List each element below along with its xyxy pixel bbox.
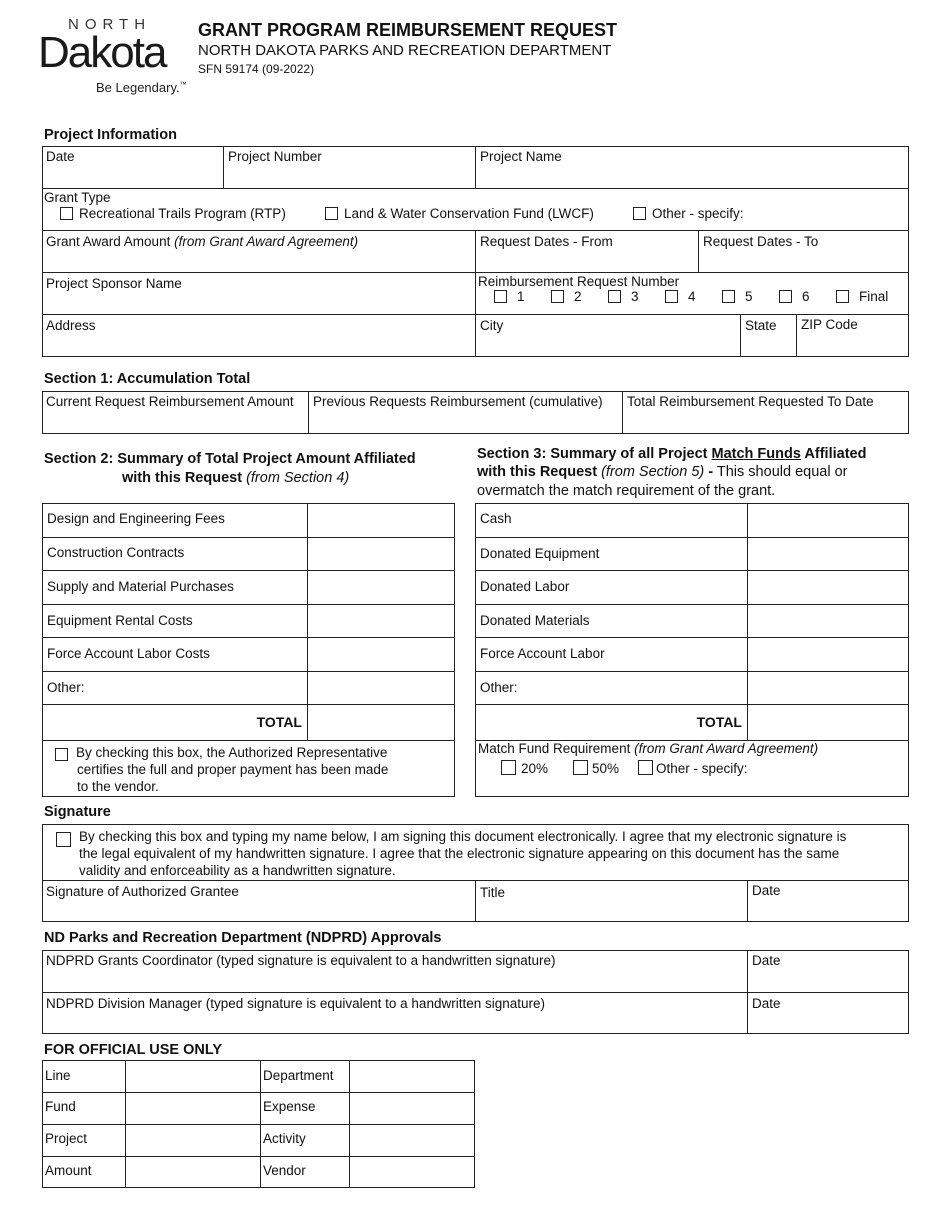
match-option-50[interactable]: 50%: [573, 760, 619, 776]
official-fund-field[interactable]: [127, 1093, 259, 1123]
city-label: City: [480, 318, 504, 333]
official-amount-field[interactable]: [127, 1157, 259, 1187]
s2-row[interactable]: [43, 637, 454, 672]
s3-row-label: Other:: [480, 680, 518, 695]
coordinator-label: NDPRD Grants Coordinator (typed signature is equivalent to a handwritten signature): [46, 953, 556, 968]
sponsor-name-label: Project Sponsor Name: [46, 276, 182, 291]
s2-row-label: Supply and Material Purchases: [47, 579, 234, 594]
form-title: GRANT PROGRAM REIMBURSEMENT REQUEST: [198, 20, 618, 40]
previous-requests-field[interactable]: [308, 391, 623, 434]
grant-option-lwcf[interactable]: Land & Water Conservation Fund (LWCF): [325, 206, 594, 221]
match-option-20[interactable]: 20%: [501, 760, 548, 776]
logo-tagline: Be Legendary.™: [96, 80, 187, 95]
official-project-field[interactable]: [127, 1125, 259, 1155]
s2-row[interactable]: [43, 604, 454, 639]
certify-text-line1: By checking this box, the Authorized Representative: [76, 745, 388, 760]
section1-heading: Section 1: Accumulation Total: [44, 371, 251, 387]
reimbursement-number-row: [475, 272, 909, 315]
project-number-field[interactable]: [223, 146, 476, 189]
match-option-other[interactable]: Other - specify:: [638, 760, 748, 776]
official-fund-label: Fund: [45, 1099, 76, 1114]
city-field[interactable]: [475, 314, 741, 357]
s3-row-label: Donated Materials: [480, 613, 590, 628]
checkbox-icon[interactable]: [633, 207, 646, 220]
grant-award-amount-field[interactable]: [42, 230, 476, 273]
official-line-field[interactable]: [127, 1061, 259, 1091]
vendor-payment-certification: [43, 740, 454, 797]
official-expense-field[interactable]: [351, 1093, 473, 1123]
grantee-title-field[interactable]: [475, 880, 748, 922]
checkbox-icon[interactable]: [573, 760, 588, 775]
section1-table: [42, 391, 909, 434]
manager-date-label: Date: [752, 996, 781, 1011]
state-label: State: [745, 318, 777, 333]
grantee-date-label: Date: [752, 883, 781, 898]
reimb-option-final[interactable]: Final: [836, 289, 888, 304]
s3-row[interactable]: [476, 604, 908, 639]
project-name-field[interactable]: [475, 146, 909, 189]
certify-text-line2: certifies the full and proper payment has been made: [77, 762, 389, 777]
project-info-table: [42, 146, 909, 357]
signature-table: [42, 824, 909, 922]
grantee-title-label: Title: [480, 885, 506, 900]
checkbox-icon[interactable]: [501, 760, 516, 775]
request-dates-from-field[interactable]: [475, 230, 699, 273]
reimb-option-2[interactable]: 2: [551, 289, 582, 304]
s2-row-label: Construction Contracts: [47, 545, 185, 560]
s3-total-row[interactable]: [476, 704, 908, 742]
address-label: Address: [46, 318, 96, 333]
section3-heading-line2: with this Request (from Section 5) - This should equal or: [477, 464, 848, 480]
request-dates-to-label: Request Dates - To: [703, 234, 819, 249]
match-fund-requirement: [476, 740, 908, 797]
official-use-table: [42, 1060, 475, 1188]
checkbox-icon[interactable]: [638, 760, 653, 775]
zip-label: ZIP Code: [801, 317, 858, 332]
section2-table: [42, 503, 455, 797]
coordinator-date-field[interactable]: [747, 950, 909, 993]
s3-row-label: Cash: [480, 511, 512, 526]
reimb-option-1[interactable]: 1: [494, 289, 525, 304]
s3-total-label: TOTAL: [696, 714, 742, 730]
esign-statement-line3: validity and enforceability as a handwritten signature.: [79, 863, 396, 878]
s3-row[interactable]: [476, 570, 908, 605]
grant-type-row: [42, 188, 909, 231]
s2-row-label: Design and Engineering Fees: [47, 511, 225, 526]
s2-row-label: Force Account Labor Costs: [47, 646, 210, 661]
approvals-heading: ND Parks and Recreation Department (NDPRD) Approvals: [44, 930, 442, 946]
request-dates-from-label: Request Dates - From: [480, 234, 613, 249]
sponsor-name-field[interactable]: [42, 272, 476, 315]
s3-row[interactable]: [476, 671, 908, 706]
logo-north: NORTH: [68, 16, 152, 33]
official-amount-label: Amount: [45, 1163, 92, 1178]
state-field[interactable]: [740, 314, 797, 357]
s3-row[interactable]: [476, 504, 908, 538]
grant-award-amount-label: Grant Award Amount (from Grant Award Agreement): [46, 234, 359, 249]
checkbox-icon[interactable]: [494, 290, 507, 303]
nd-logo: [40, 16, 190, 100]
checkbox-icon[interactable]: [608, 290, 621, 303]
s2-row-label: Other:: [47, 680, 85, 695]
date-field[interactable]: [42, 146, 224, 189]
s2-row[interactable]: [43, 537, 454, 572]
grantee-signature-field[interactable]: [42, 880, 476, 922]
date-label: Date: [46, 149, 75, 164]
section3-heading-line1: Section 3: Summary of all Project Match Funds Affiliated: [477, 446, 867, 462]
zip-field[interactable]: [796, 314, 909, 357]
official-vendor-field[interactable]: [351, 1157, 473, 1187]
s2-row[interactable]: [43, 671, 454, 706]
current-request-amount-label: Current Request Reimbursement Amount: [46, 394, 294, 409]
official-vendor-label: Vendor: [263, 1163, 306, 1178]
official-use-heading: FOR OFFICIAL USE ONLY: [44, 1042, 223, 1058]
checkbox-icon[interactable]: [551, 290, 564, 303]
reimbursement-number-label: Reimbursement Request Number: [478, 274, 680, 289]
reimb-option-3[interactable]: 3: [608, 289, 639, 304]
s2-row[interactable]: [43, 570, 454, 605]
checkbox-icon[interactable]: [722, 290, 735, 303]
total-reimbursement-label: Total Reimbursement Requested To Date: [627, 394, 874, 409]
address-field[interactable]: [42, 314, 476, 357]
total-reimbursement-field[interactable]: [622, 391, 909, 434]
section3-heading-line3: overmatch the match requirement of the grant.: [477, 483, 776, 499]
s3-row[interactable]: [476, 637, 908, 672]
coordinator-signature-field[interactable]: [42, 950, 749, 993]
manager-label: NDPRD Division Manager (typed signature is equivalent to a handwritten signature): [46, 996, 545, 1011]
esign-statement-line2: the legal equivalent of my handwritten signature. I agree that the electronic signature appearing on this document has the same: [79, 846, 840, 861]
s2-row-label: Equipment Rental Costs: [47, 613, 193, 628]
manager-date-field[interactable]: [747, 992, 909, 1034]
reimb-option-6[interactable]: 6: [779, 289, 810, 304]
s3-row[interactable]: [476, 537, 908, 572]
checkbox-icon[interactable]: [836, 290, 849, 303]
section2-heading-line2: with this Request (from Section 4): [122, 470, 350, 486]
certify-text-line3: to the vendor.: [77, 779, 159, 794]
previous-requests-label: Previous Requests Reimbursement (cumulative): [313, 394, 603, 409]
manager-signature-field[interactable]: [42, 992, 749, 1034]
official-project-label: Project: [45, 1131, 88, 1146]
section2-heading-line1: Section 2: Summary of Total Project Amount Affiliated: [44, 451, 416, 467]
official-department-field[interactable]: [351, 1061, 473, 1091]
grant-type-label: Grant Type: [44, 190, 111, 205]
official-department-label: Department: [263, 1068, 334, 1083]
checkbox-icon[interactable]: [665, 290, 678, 303]
certify-checkbox[interactable]: [55, 748, 68, 761]
coordinator-date-label: Date: [752, 953, 781, 968]
section3-table: [475, 503, 909, 797]
official-expense-label: Expense: [263, 1099, 316, 1114]
signature-heading: Signature: [44, 804, 111, 820]
s3-row-label: Force Account Labor: [480, 646, 605, 661]
s3-row-label: Donated Equipment: [480, 546, 600, 561]
s2-total-label: TOTAL: [256, 714, 302, 730]
official-activity-label: Activity: [263, 1131, 306, 1146]
checkbox-icon[interactable]: [60, 207, 73, 220]
project-info-heading: Project Information: [44, 127, 177, 143]
department-name: NORTH DAKOTA PARKS AND RECREATION DEPARTMENT: [198, 42, 612, 59]
grant-option-rtp[interactable]: Recreational Trails Program (RTP): [60, 206, 286, 221]
official-activity-field[interactable]: [351, 1125, 473, 1155]
project-name-label: Project Name: [480, 149, 562, 164]
reimb-option-5[interactable]: 5: [722, 289, 753, 304]
form-number: SFN 59174 (09-2022): [198, 62, 315, 76]
checkbox-icon[interactable]: [325, 207, 338, 220]
grantee-date-field[interactable]: [747, 880, 909, 922]
checkbox-icon[interactable]: [779, 290, 792, 303]
match-req-label: Match Fund Requirement (from Grant Award Agreement): [478, 741, 819, 756]
s3-row-label: Donated Labor: [480, 579, 570, 594]
current-request-amount-field[interactable]: [42, 391, 309, 434]
official-line-label: Line: [45, 1068, 71, 1083]
request-dates-to-field[interactable]: [698, 230, 909, 273]
project-number-label: Project Number: [228, 149, 322, 164]
logo-dakota: Dakota: [38, 28, 166, 77]
reimb-option-4[interactable]: 4: [665, 289, 696, 304]
approvals-table: [42, 950, 909, 1034]
s2-total-row[interactable]: [43, 704, 454, 742]
esign-checkbox[interactable]: [56, 832, 71, 847]
s2-row[interactable]: [43, 504, 454, 538]
grant-option-other[interactable]: Other - specify:: [633, 206, 744, 221]
esign-statement-line1: By checking this box and typing my name below, I am signing this document electronically. I agree that my electronic signature is: [79, 829, 847, 844]
grantee-signature-label: Signature of Authorized Grantee: [46, 884, 239, 899]
